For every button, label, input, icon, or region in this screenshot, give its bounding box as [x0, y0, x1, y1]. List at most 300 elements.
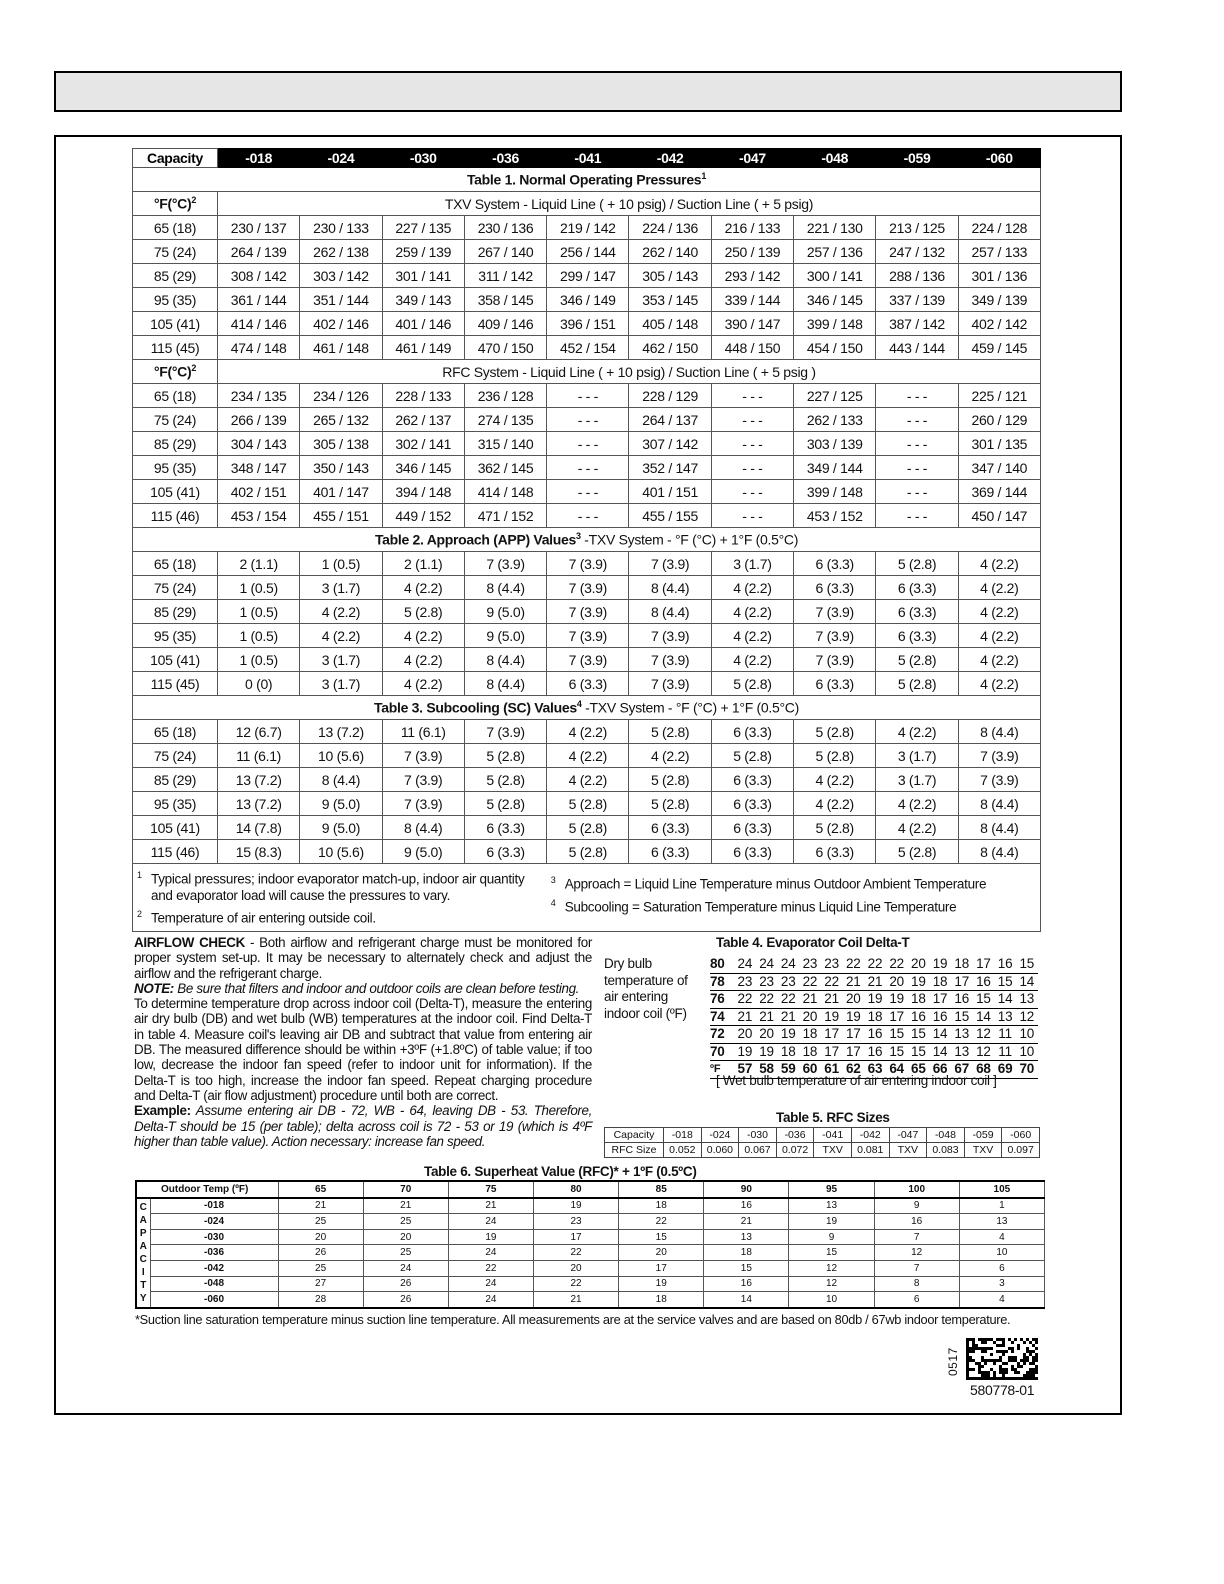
table-cell: 401 / 147 — [300, 480, 382, 504]
table-cell: 13 (7.2) — [300, 720, 382, 744]
table-cell: 409 / 146 — [464, 312, 546, 336]
t4-cell: 20 — [911, 956, 926, 971]
table-cell: 105 (41) — [133, 816, 218, 840]
table-cell: - - - — [547, 384, 629, 408]
table-cell: 5 (2.8) — [794, 744, 876, 768]
table-cell: 262 / 140 — [629, 240, 711, 264]
t6-capacity: -024 — [150, 1214, 278, 1230]
table-cell: 4 (2.2) — [794, 792, 876, 816]
table-cell: 414 / 148 — [464, 480, 546, 504]
table-cell: 230 / 136 — [464, 216, 546, 240]
t6-cell: 12 — [789, 1276, 874, 1292]
table-cell: 1 (0.5) — [218, 576, 300, 600]
table-cell: 247 / 132 — [876, 240, 958, 264]
t6-cell: 13 — [959, 1214, 1044, 1230]
t6-temp-header: 65 — [278, 1181, 363, 1198]
t4-cell: 21 — [759, 1008, 774, 1024]
t4-wet-bulb-value: 69 — [997, 1061, 1013, 1076]
table-cell: 390 / 147 — [711, 312, 793, 336]
table-cell: 13 (7.2) — [218, 768, 300, 792]
table-cell: 7 (3.9) — [464, 552, 546, 576]
t4-dry-bulb: 78 — [710, 973, 725, 989]
t6-cell: 6 — [874, 1292, 959, 1308]
t4-cell: 12 — [1019, 1008, 1035, 1024]
t6-cell: 26 — [363, 1276, 448, 1292]
table-cell: 474 / 148 — [218, 336, 300, 360]
table-cell: 4 (2.2) — [547, 720, 629, 744]
t4-cell: 22 — [889, 956, 904, 971]
t4-cell: 23 — [759, 973, 774, 989]
t6-cell: 17 — [619, 1260, 704, 1276]
t4-cell: 21 — [867, 973, 883, 989]
t4-cell: 18 — [911, 991, 926, 1006]
t4-cell: 19 — [845, 1008, 861, 1024]
t5-rfc-size: 0.067 — [739, 1143, 777, 1158]
t5-capacity: -041 — [814, 1128, 852, 1143]
t6-cell: 25 — [278, 1214, 363, 1230]
table-cell: 5 (2.8) — [876, 648, 958, 672]
t5-rfc-size: 0.097 — [1002, 1143, 1040, 1158]
t6-cell: 15 — [619, 1229, 704, 1245]
table-cell: 4 (2.2) — [958, 552, 1040, 576]
t4-cell: 12 — [976, 1026, 991, 1041]
table-cell: 455 / 151 — [300, 504, 382, 528]
table-row — [133, 456, 1041, 480]
table-cell: 4 (2.2) — [711, 624, 793, 648]
t4-cell: 23 — [737, 973, 753, 989]
table-cell: 346 / 145 — [382, 456, 464, 480]
t6-vertical-letter: T — [140, 1279, 147, 1291]
table-cell: 299 / 147 — [547, 264, 629, 288]
table-cell: 396 / 151 — [547, 312, 629, 336]
table-cell: - - - — [876, 408, 958, 432]
table-cell: 369 / 144 — [958, 480, 1040, 504]
t4-wet-bulb-value: 63 — [867, 1061, 883, 1076]
table-cell: 4 (2.2) — [876, 792, 958, 816]
table-cell: 347 / 140 — [958, 456, 1040, 480]
table-cell: 454 / 150 — [794, 336, 876, 360]
table-cell: 266 / 139 — [218, 408, 300, 432]
t5-capacity: -024 — [701, 1128, 739, 1143]
table-row — [133, 480, 1041, 504]
table-cell: 7 (3.9) — [629, 648, 711, 672]
t4-cell: 22 — [737, 991, 753, 1006]
table-cell: 0 (0) — [218, 672, 300, 696]
capacity-header-cell: -060 — [958, 149, 1040, 168]
table4-title: Table 4. Evaporator Coil Delta-T — [716, 935, 910, 950]
table-cell: 288 / 136 — [876, 264, 958, 288]
table-cell: 453 / 154 — [218, 504, 300, 528]
t4-cell: 20 — [845, 991, 861, 1006]
t6-cell: 24 — [363, 1260, 448, 1276]
footnote-number: 4 — [550, 897, 556, 908]
capacity-header-row — [133, 149, 1041, 168]
table-title — [133, 696, 1041, 720]
table-cell: 4 (2.2) — [711, 600, 793, 624]
airflow-body: To determine temperature drop across indoor coil (Delta-T), measure the entering air dry bulb (DB) and wet bulb (WB) temperatures at the indoor coil. Find Delta-T in table 4. Measure coil's leaving air DB and subtract that value from entering air DB. The measured difference should be within +3ºF (+1.8ºC) of table value; if too low, decrease the indoor fan speed (refer to indoor unit for information). If the Delta-T is too high, increase the indoor fan speed. Repeat charging procedure and Delta-T (air flow adjustment) procedure until both are correct. — [134, 996, 592, 1103]
t4-cell: 10 — [1019, 1026, 1035, 1041]
table-cell: 402 / 142 — [958, 312, 1040, 336]
t4-cell: 20 — [802, 1008, 818, 1024]
table-cell: 216 / 133 — [711, 216, 793, 240]
t4-cell: 22 — [759, 991, 774, 1006]
t4-cell: 22 — [824, 973, 839, 989]
t4-cell: 19 — [737, 1043, 753, 1059]
t6-cell: 9 — [789, 1229, 874, 1245]
table-cell: - - - — [547, 432, 629, 456]
table-cell: 337 / 139 — [876, 288, 958, 312]
table-cell: 85 (29) — [133, 600, 218, 624]
table-title — [133, 168, 1041, 192]
table-cell: 4 (2.2) — [958, 672, 1040, 696]
table-cell: 13 (7.2) — [218, 792, 300, 816]
table-cell: 65 (18) — [133, 384, 218, 408]
table-cell: 8 (4.4) — [629, 576, 711, 600]
t4-cell: 14 — [976, 1008, 991, 1024]
table-cell: 267 / 140 — [464, 240, 546, 264]
t4-wet-bulb-value: 57 — [737, 1061, 753, 1076]
table-cell: 6 (3.3) — [711, 792, 793, 816]
t6-cell: 19 — [533, 1198, 618, 1214]
table-cell: 4 (2.2) — [876, 816, 958, 840]
table-cell: 259 / 139 — [382, 240, 464, 264]
table-cell: 262 / 133 — [794, 408, 876, 432]
table-cell: 5 (2.8) — [794, 816, 876, 840]
table-cell: 105 (41) — [133, 648, 218, 672]
footnotes-left — [133, 864, 547, 932]
t4-cell: 15 — [889, 1026, 904, 1041]
table-row — [133, 408, 1041, 432]
t5-capacity: -036 — [776, 1128, 814, 1143]
table-row — [133, 576, 1041, 600]
table-cell: 348 / 147 — [218, 456, 300, 480]
footnote — [551, 895, 1036, 916]
table-cell: 349 / 143 — [382, 288, 464, 312]
table-cell: 85 (29) — [133, 768, 218, 792]
table-cell: 4 (2.2) — [958, 600, 1040, 624]
t4-cell: 22 — [845, 956, 861, 971]
table-cell: 5 (2.8) — [629, 792, 711, 816]
table-cell: 85 (29) — [133, 432, 218, 456]
t6-cell: 15 — [789, 1245, 874, 1261]
table-cell: 4 (2.2) — [711, 648, 793, 672]
t4-cell: 23 — [802, 956, 818, 971]
t5-rfc-size: TXV — [814, 1143, 852, 1158]
table-cell: 264 / 139 — [218, 240, 300, 264]
table-cell: 358 / 145 — [464, 288, 546, 312]
table-row — [133, 432, 1041, 456]
table-cell: 5 (2.8) — [876, 552, 958, 576]
table-cell: 85 (29) — [133, 264, 218, 288]
t6-cell: 18 — [704, 1245, 789, 1261]
table-cell: 4 (2.2) — [547, 744, 629, 768]
table-cell: 115 (46) — [133, 504, 218, 528]
t4-row — [710, 1009, 1038, 1027]
table-cell: 265 / 132 — [300, 408, 382, 432]
t4-cell: 20 — [737, 1026, 753, 1041]
table-cell: 9 (5.0) — [300, 792, 382, 816]
table-cell: 262 / 138 — [300, 240, 382, 264]
t4-cell: 15 — [911, 1026, 926, 1041]
t6-cell: 28 — [278, 1292, 363, 1308]
footnote-text: Typical pressures; indoor evaporator match-up, indoor air quantity and evaporator load will cause the pressures to vary. — [151, 871, 525, 903]
t6-cell: 18 — [619, 1198, 704, 1214]
t4-cell: 17 — [845, 1026, 861, 1041]
t4-cell: 11 — [998, 1043, 1012, 1059]
table-cell: 2 (1.1) — [382, 552, 464, 576]
table-cell: 6 (3.3) — [711, 720, 793, 744]
table-cell: 311 / 142 — [464, 264, 546, 288]
t4-cell: 16 — [867, 1043, 883, 1059]
barcode — [966, 1338, 1040, 1380]
table-cell: 8 (4.4) — [300, 768, 382, 792]
table-cell: 11 (6.1) — [382, 720, 464, 744]
t6-cell: 26 — [278, 1245, 363, 1261]
table-cell: 1 (0.5) — [218, 600, 300, 624]
table-cell: 6 (3.3) — [794, 672, 876, 696]
t6-cell: 21 — [533, 1292, 618, 1308]
t6-cell: 25 — [363, 1214, 448, 1230]
t4-cell: 18 — [802, 1043, 818, 1059]
table-cell: 5 (2.8) — [876, 672, 958, 696]
table-cell: 305 / 143 — [629, 264, 711, 288]
t6-cell: 20 — [278, 1229, 363, 1245]
t4-dry-bulb: 70 — [710, 1043, 725, 1059]
table4-dry-bulb-label: Dry bulb temperature of air entering indoor coil (ºF) — [604, 956, 688, 1021]
table-cell: 6 (3.3) — [876, 576, 958, 600]
table-cell: 11 (6.1) — [218, 744, 300, 768]
table-cell: - - - — [876, 504, 958, 528]
table-cell: 7 (3.9) — [547, 600, 629, 624]
t6-cell: 19 — [448, 1229, 533, 1245]
t4-cell: 11 — [998, 1026, 1012, 1041]
t4-cell: 21 — [737, 1008, 753, 1024]
table-cell: 6 (3.3) — [876, 624, 958, 648]
table-row — [133, 672, 1041, 696]
temp-col-sup: 2 — [191, 195, 197, 206]
t4-cell: 18 — [867, 1008, 883, 1024]
t4-cell: 19 — [780, 1026, 796, 1041]
t6-cell: 19 — [619, 1276, 704, 1292]
t4-cell: 14 — [1019, 973, 1035, 989]
t5-rfc-size: 0.072 — [776, 1143, 814, 1158]
operating-values-table — [132, 148, 1041, 932]
t4-cell: 18 — [802, 1026, 818, 1041]
table-row — [133, 768, 1041, 792]
temp-col-text: °F(°C) — [153, 363, 192, 380]
table-row — [133, 288, 1041, 312]
table-cell: 315 / 140 — [464, 432, 546, 456]
table-cell: 471 / 152 — [464, 504, 546, 528]
rfc-sizes-table — [604, 1127, 1040, 1158]
table-cell: 450 / 147 — [958, 504, 1040, 528]
table-cell: 5 (2.8) — [547, 816, 629, 840]
t4-cell: 15 — [997, 973, 1013, 989]
footnote — [137, 867, 547, 904]
t6-cell: 27 — [278, 1276, 363, 1292]
table-cell: 236 / 128 — [464, 384, 546, 408]
t4-cell: 19 — [932, 956, 948, 971]
t4-wet-bulb-value: 66 — [932, 1061, 948, 1076]
header-bar — [54, 71, 1122, 112]
table-cell: - - - — [711, 504, 793, 528]
table-cell: 8 (4.4) — [629, 600, 711, 624]
table-cell: 8 (4.4) — [464, 576, 546, 600]
table-title-text: Table 1. Normal Operating Pressures — [466, 171, 702, 188]
t6-cell: 26 — [363, 1292, 448, 1308]
t4-cell: 24 — [737, 956, 753, 971]
t4-cell: 22 — [780, 991, 796, 1006]
t4-cell: 21 — [845, 973, 861, 989]
table-cell: 4 (2.2) — [382, 576, 464, 600]
table-cell: 2 (1.1) — [218, 552, 300, 576]
table-cell: 4 (2.2) — [958, 624, 1040, 648]
table-cell: 7 (3.9) — [958, 744, 1040, 768]
t4-dry-bulb: 72 — [710, 1026, 725, 1041]
example-label: Example: — [134, 1103, 191, 1119]
capacity-header-cell: -042 — [629, 149, 711, 168]
t4-cell: 14 — [997, 991, 1013, 1006]
t4-cell: 20 — [889, 973, 904, 989]
table-cell: 402 / 151 — [218, 480, 300, 504]
table-cell: - - - — [547, 456, 629, 480]
t6-cell: 16 — [704, 1276, 789, 1292]
t6-temp-header: 70 — [363, 1181, 448, 1198]
temp-col-text: °F(°C) — [153, 195, 192, 212]
table6-title: Table 6. Superheat Value (RFC)* + 1ºF (0.5ºC) — [424, 1164, 697, 1179]
t4-cell: 13 — [1019, 991, 1035, 1006]
t6-cell: 4 — [959, 1229, 1044, 1245]
table-cell: 362 / 145 — [464, 456, 546, 480]
table-cell: 405 / 148 — [629, 312, 711, 336]
table-cell: - - - — [711, 456, 793, 480]
table-cell: 307 / 142 — [629, 432, 711, 456]
table-cell: 353 / 145 — [629, 288, 711, 312]
table-cell: 4 (2.2) — [629, 744, 711, 768]
section-heading-row — [133, 360, 1041, 384]
table-cell: 234 / 126 — [300, 384, 382, 408]
table-title-suffix: -TXV System - °F (°C) + 1°F (0.5°C) — [580, 531, 799, 548]
table-cell: 4 (2.2) — [547, 768, 629, 792]
t4-cell: 18 — [780, 1043, 796, 1059]
table-cell: 262 / 137 — [382, 408, 464, 432]
table4-wet-bulb-note: [ Wet bulb temperature of air entering indoor coil ] — [716, 1073, 997, 1088]
table-cell: 351 / 144 — [300, 288, 382, 312]
t4-wet-bulb-value: 60 — [802, 1061, 818, 1076]
table-cell: 213 / 125 — [876, 216, 958, 240]
t6-cell: 24 — [448, 1245, 533, 1261]
table-cell: 7 (3.9) — [629, 624, 711, 648]
t6-cell: 24 — [448, 1214, 533, 1230]
t4-row — [710, 991, 1038, 1009]
t4-cell: 15 — [911, 1043, 926, 1059]
t6-cell: 21 — [448, 1198, 533, 1214]
capacity-header-cell: -018 — [218, 149, 300, 168]
t5-rfc-size: 0.083 — [927, 1143, 965, 1158]
table-cell: 221 / 130 — [794, 216, 876, 240]
table-cell: 346 / 149 — [547, 288, 629, 312]
table-cell: 301 / 135 — [958, 432, 1040, 456]
table-title-sup: 3 — [576, 531, 581, 542]
t4-cell: 19 — [759, 1043, 774, 1059]
t6-cell: 12 — [789, 1260, 874, 1276]
table-cell: 6 (3.3) — [629, 816, 711, 840]
t6-temp-header: 90 — [704, 1181, 789, 1198]
table-cell: 5 (2.8) — [711, 744, 793, 768]
footnote-text: Temperature of air entering outside coil. — [151, 910, 376, 925]
t4-dry-bulb: 76 — [710, 991, 725, 1006]
t6-row — [136, 1214, 1045, 1230]
table-cell: 10 (5.6) — [300, 840, 382, 864]
table-row — [133, 744, 1041, 768]
t4-cell: 15 — [976, 991, 991, 1006]
t6-cell: 18 — [619, 1292, 704, 1308]
t4-row — [710, 1026, 1038, 1044]
table-cell: 7 (3.9) — [629, 552, 711, 576]
t6-cell: 25 — [278, 1260, 363, 1276]
t4-cell: 16 — [932, 1008, 948, 1024]
t6-capacity: -042 — [150, 1260, 278, 1276]
t4-dry-bulb: 74 — [710, 1008, 725, 1024]
note-label: NOTE: — [134, 980, 174, 996]
table-title-sup: 4 — [576, 699, 582, 710]
table-row — [133, 552, 1041, 576]
t6-cell: 22 — [533, 1245, 618, 1261]
t4-cell: 17 — [889, 1008, 904, 1024]
table-cell: 350 / 143 — [300, 456, 382, 480]
table-cell: 9 (5.0) — [382, 840, 464, 864]
t6-cell: 17 — [533, 1229, 618, 1245]
table-cell: 5 (2.8) — [629, 768, 711, 792]
table-cell: 224 / 128 — [958, 216, 1040, 240]
table-cell: 7 (3.9) — [794, 624, 876, 648]
table-cell: 14 (7.8) — [218, 816, 300, 840]
table-cell: 230 / 133 — [300, 216, 382, 240]
t6-cell: 16 — [874, 1214, 959, 1230]
t6-cell: 12 — [874, 1245, 959, 1261]
table-cell: 12 (6.7) — [218, 720, 300, 744]
table-row — [133, 264, 1041, 288]
table-row — [133, 312, 1041, 336]
table-cell: 115 (45) — [133, 336, 218, 360]
table-cell: 228 / 133 — [382, 384, 464, 408]
table-row — [133, 648, 1041, 672]
t4-cell: 14 — [932, 1026, 948, 1041]
table-cell: 7 (3.9) — [382, 792, 464, 816]
airflow-heading: AIRFLOW CHECK — [134, 935, 245, 950]
t5-rfc-size: 0.081 — [851, 1143, 889, 1158]
table-cell: - - - — [876, 384, 958, 408]
t6-row — [136, 1198, 1045, 1214]
t6-capacity: -060 — [150, 1292, 278, 1308]
table-cell: 3 (1.7) — [300, 576, 382, 600]
table-row — [133, 216, 1041, 240]
table-cell: 75 (24) — [133, 408, 218, 432]
table-cell: 105 (41) — [133, 480, 218, 504]
t6-capacity: -018 — [150, 1198, 278, 1214]
table-row — [133, 240, 1041, 264]
table-cell: 4 (2.2) — [876, 720, 958, 744]
t6-row — [136, 1229, 1045, 1245]
t4-cell: 17 — [824, 1026, 839, 1041]
t6-cell: 15 — [704, 1260, 789, 1276]
t6-cell: 20 — [363, 1229, 448, 1245]
t4-cell: 18 — [932, 973, 948, 989]
footnotes-right — [547, 864, 1041, 932]
t5-capacity: -047 — [889, 1128, 927, 1143]
table-cell: 399 / 148 — [794, 312, 876, 336]
outdoor-temp-label: Outdoor Temp (ºF) — [136, 1181, 278, 1198]
